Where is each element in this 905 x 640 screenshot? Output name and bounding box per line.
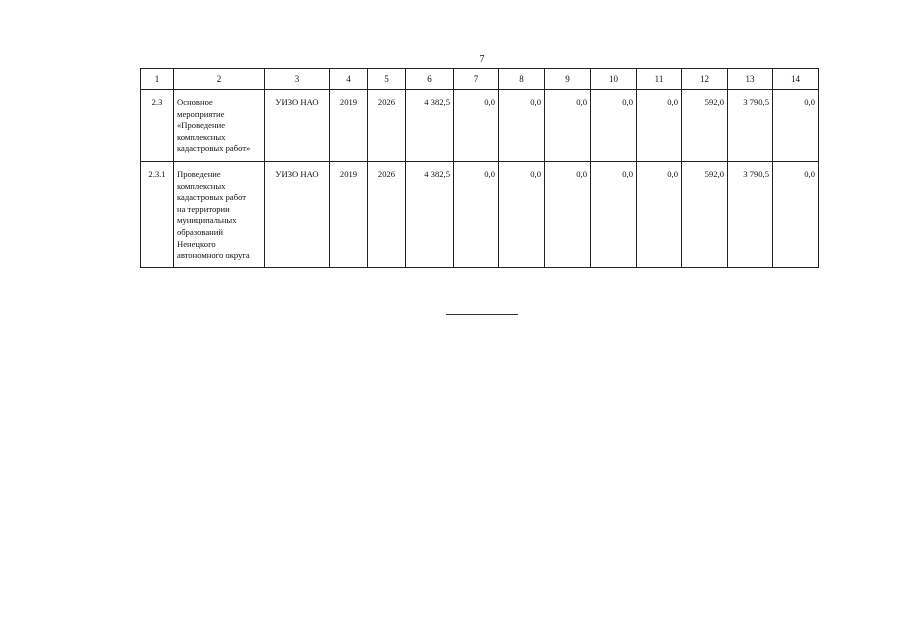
header-cell: 2 <box>174 69 265 90</box>
row-end-year: 2026 <box>368 162 406 268</box>
row-code: 2.3.1 <box>141 162 174 268</box>
header-cell: 1 <box>141 69 174 90</box>
row-value: 0,0 <box>499 162 545 268</box>
row-code: 2.3 <box>141 90 174 162</box>
header-cell: 4 <box>330 69 368 90</box>
row-name-line: Основное <box>177 97 213 107</box>
row-executor: УИЗО НАО <box>265 162 330 268</box>
row-name-line: Проведение <box>177 169 221 179</box>
closing-divider <box>446 314 518 315</box>
row-name-line: «Проведение <box>177 120 226 131</box>
header-cell: 8 <box>499 69 545 90</box>
row-value: 0,0 <box>545 162 591 268</box>
header-cell: 13 <box>728 69 773 90</box>
row-name-line: Ненецкого <box>177 238 216 249</box>
row-value: 0,0 <box>545 90 591 162</box>
row-name-line: комплексных <box>177 131 226 142</box>
header-row <box>141 69 819 90</box>
budget-table <box>140 68 819 268</box>
row-value: 592,0 <box>682 162 728 268</box>
row-name-line: образований <box>177 226 223 237</box>
header-cell: 10 <box>591 69 637 90</box>
row-value: 0,0 <box>591 90 637 162</box>
row-name-line: автономного округа <box>177 250 250 261</box>
row-value: 0,0 <box>499 90 545 162</box>
row-end-year: 2026 <box>368 90 406 162</box>
row-value: 0,0 <box>637 90 682 162</box>
row-value: 0,0 <box>773 162 819 268</box>
row-name-line: кадастровых работ» <box>177 143 251 154</box>
header-cell: 7 <box>454 69 499 90</box>
row-name <box>174 162 265 268</box>
header-cell: 3 <box>265 69 330 90</box>
row-start-year: 2019 <box>330 90 368 162</box>
row-name-line: муниципальных <box>177 215 237 226</box>
row-name <box>174 90 265 162</box>
row-name-line: на территории <box>177 203 230 214</box>
header-cell: 9 <box>545 69 591 90</box>
row-value: 0,0 <box>591 162 637 268</box>
header-cell: 11 <box>637 69 682 90</box>
row-name-line: мероприятие <box>177 108 225 119</box>
row-value: 0,0 <box>773 90 819 162</box>
page-number: 7 <box>479 54 485 65</box>
row-value: 3 790,5 <box>728 162 773 268</box>
table-row <box>141 162 819 268</box>
row-start-year: 2019 <box>330 162 368 268</box>
row-value: 3 790,5 <box>728 90 773 162</box>
header-cell: 14 <box>773 69 819 90</box>
header-cell: 12 <box>682 69 728 90</box>
row-value: 0,0 <box>454 162 499 268</box>
row-executor: УИЗО НАО <box>265 90 330 162</box>
row-value: 0,0 <box>454 90 499 162</box>
row-value: 0,0 <box>637 162 682 268</box>
row-name-line: кадастровых работ <box>177 192 247 203</box>
row-value: 592,0 <box>682 90 728 162</box>
header-cell: 6 <box>406 69 454 90</box>
row-value: 4 382,5 <box>406 90 454 162</box>
row-name-line: комплексных <box>177 180 226 191</box>
table-row <box>141 90 819 162</box>
header-cell: 5 <box>368 69 406 90</box>
row-value: 4 382,5 <box>406 162 454 268</box>
